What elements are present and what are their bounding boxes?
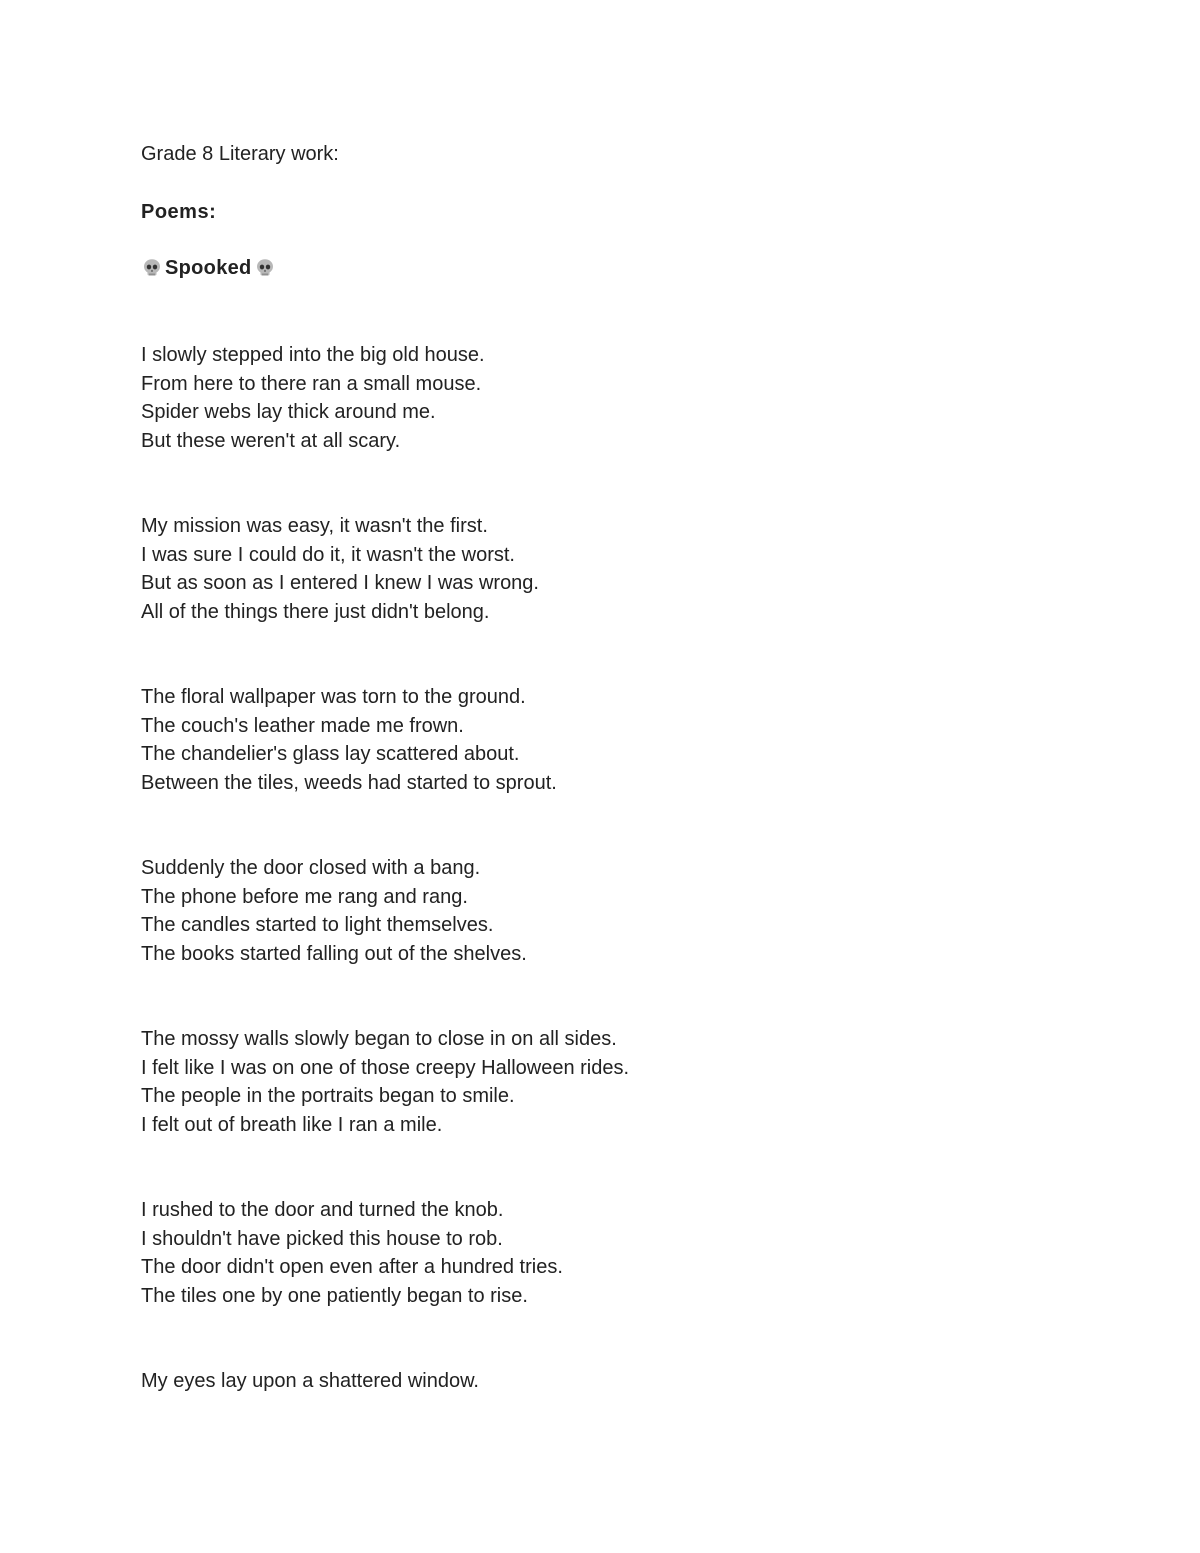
skull-icon [141, 258, 163, 278]
poem-title [141, 255, 276, 281]
poem-line: The chandelier's glass lay scattered about. [141, 743, 520, 765]
poem-line: But as soon as I entered I knew I was wrong. [141, 572, 539, 594]
poem-line: I felt like I was on one of those creepy Halloween rides. [141, 1056, 630, 1079]
document-heading: Grade 8 Literary work: [141, 143, 339, 165]
poem-line: I rushed to the door and turned the knob. [141, 1199, 504, 1221]
stanza [141, 341, 629, 455]
poem-line: But these weren't at all scary. [141, 429, 401, 452]
stanza [141, 512, 629, 626]
poem-line: The phone before me rang and rang. [141, 885, 468, 908]
stanza [141, 1367, 629, 1396]
poem-line: The candles started to light themselves. [141, 914, 494, 936]
poem-line: My eyes lay upon a shattered window. [141, 1370, 479, 1392]
poem-line: The tiles one by one patiently began to rise. [141, 1284, 528, 1307]
poem-line: All of the things there just didn't belong. [141, 600, 490, 623]
poem-line: The door didn't open even after a hundred tries. [141, 1256, 563, 1278]
poem-line: I slowly stepped into the big old house. [141, 344, 485, 366]
poem-line: From here to there ran a small mouse. [141, 372, 482, 395]
document-page [141, 141, 1141, 1392]
poem-line: The people in the portraits began to smile. [141, 1085, 515, 1107]
poem-line: Between the tiles, weeds had started to sprout. [141, 771, 557, 794]
poem-line: Spider webs lay thick around me. [141, 401, 436, 423]
stanza [141, 1025, 629, 1139]
section-label: Poems: [141, 201, 217, 223]
poem-line: The couch's leather made me frown. [141, 714, 464, 737]
poem-line: I was sure I could do it, it wasn't the worst. [141, 543, 515, 566]
skull-icon [254, 258, 276, 278]
poem-line: I felt out of breath like I ran a mile. [141, 1113, 443, 1136]
poem-line: I shouldn't have picked this house to rob. [141, 1227, 503, 1250]
stanza [141, 854, 629, 968]
stanza [141, 1196, 629, 1310]
poem-title-text: Spooked [165, 257, 252, 279]
poem-line: My mission was easy, it wasn't the first. [141, 515, 488, 537]
stanza [141, 683, 629, 797]
poem-line: The mossy walls slowly began to close in on all sides. [141, 1028, 617, 1050]
poem-line: The books started falling out of the shelves. [141, 942, 527, 965]
poem-line: The floral wallpaper was torn to the ground. [141, 686, 526, 708]
poem-line: Suddenly the door closed with a bang. [141, 857, 481, 879]
poem-body [141, 341, 629, 1453]
